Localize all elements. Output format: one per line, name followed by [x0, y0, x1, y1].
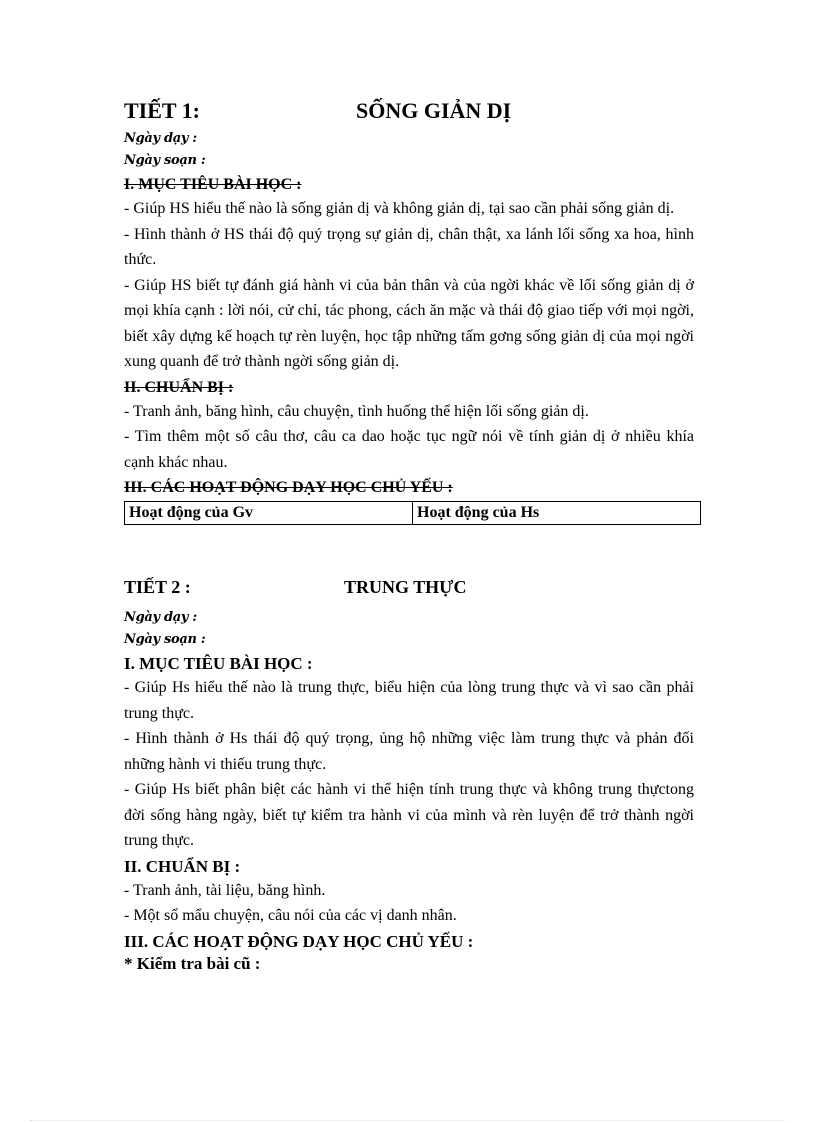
lesson-1-prep-date: Ngày soạn :	[124, 153, 206, 168]
lesson-1-objective-1: - Giúp HS hiểu thế nào là sống giản dị và không giản dị, tại sao cần phải sống giản dị.	[124, 200, 675, 217]
page-bottom-border	[30, 1120, 786, 1121]
lesson-2-title: TRUNG THỰC	[344, 577, 467, 597]
lesson-1-objective-2: - Hình thành ở HS thái độ quý trọng sự giản dị, chân thật, xa lánh lối sống xa hoa, hình thức.	[124, 225, 694, 268]
table-header-row	[125, 502, 701, 525]
lesson-1-teach-date: Ngày dạy :	[124, 131, 197, 146]
lesson-1-title: SỐNG GIẢN DỊ	[356, 98, 512, 123]
lesson-1-header	[124, 98, 694, 128]
lesson-2-prep-2: - Một số mẩu chuyện, câu nói của các vị danh nhân.	[124, 907, 457, 924]
lesson-2-activities-heading: III. CÁC HOẠT ĐỘNG DẠY HỌC CHỦ YẾU :	[124, 931, 474, 951]
lesson-2-prep-date: Ngày soạn :	[124, 632, 206, 647]
table-header-teacher: Hoạt động của Gv	[125, 502, 413, 525]
lesson-2-objective-3: - Giúp Hs biết phân biệt các hành vi thể hiện tính trung thực và không trung thựctong đời sống hàng ngày, biết tự kiểm tra hành vi của mình và rèn luyện để trở thành ngời trung thực.	[124, 781, 694, 849]
lesson-2-objectives-heading: I. MỤC TIÊU BÀI HỌC :	[124, 654, 313, 673]
lesson-2-objective-1: - Giúp Hs hiểu thế nào là trung thực, biểu hiện của lòng trung thực và vì sao cần phải trung thực.	[124, 679, 694, 722]
lesson-1-number: TIẾT 1:	[124, 98, 201, 123]
lesson-2-check-heading: * Kiểm tra bài cũ :	[124, 953, 261, 973]
lesson-1-prep-1: - Tranh ảnh, băng hình, câu chuyện, tình huống thể hiện lối sống giản dị.	[124, 402, 589, 420]
lesson-1-activities-heading: III. CÁC HOẠT ĐỘNG DẠY HỌC CHỦ YẾU :	[124, 479, 453, 496]
lesson-2-teach-date: Ngày dạy :	[124, 610, 197, 625]
document-page	[124, 98, 694, 975]
lesson-2-objective-2: - Hình thành ở Hs thái độ quý trọng, ủng hộ những việc làm trung thực và phản đối những hành vi thiếu trung thực.	[124, 730, 694, 773]
lesson-1-objective-3: - Giúp HS biết tự đánh giá hành vi của bản thân và của ngời khác về lối sống giản dị ở mọi khía cạnh : lời nói, cử chỉ, tác phong, cách ăn mặc và thái độ giao tiếp với mọi ngời, biết xây dựng kế hoạch tự rèn luyện, học tập những tấm gơng sống giản dị của mọi ngời xung quanh để trở thành ngời sống giản dị.	[124, 276, 694, 370]
lesson-2-number: TIẾT 2 :	[124, 577, 191, 597]
lesson-1-objectives-heading: I. MỤC TIÊU BÀI HỌC :	[124, 176, 302, 193]
lesson-2-header	[124, 577, 694, 607]
lesson-1-prep-2: - Tìm thêm một số câu thơ, câu ca dao hoặc tục ngữ nói về tính giản dị ở nhiều khía cạnh khác nhau.	[124, 428, 694, 471]
table-header-student: Hoạt động của Hs	[413, 502, 701, 525]
lesson-1-prep-heading: II. CHUẨN BỊ :	[124, 378, 234, 396]
activities-table	[124, 501, 701, 525]
lesson-2-prep-1: - Tranh ảnh, tài liệu, băng hình.	[124, 881, 326, 899]
lesson-gap	[124, 525, 694, 577]
lesson-2-prep-heading: II. CHUẨN BỊ :	[124, 856, 241, 876]
